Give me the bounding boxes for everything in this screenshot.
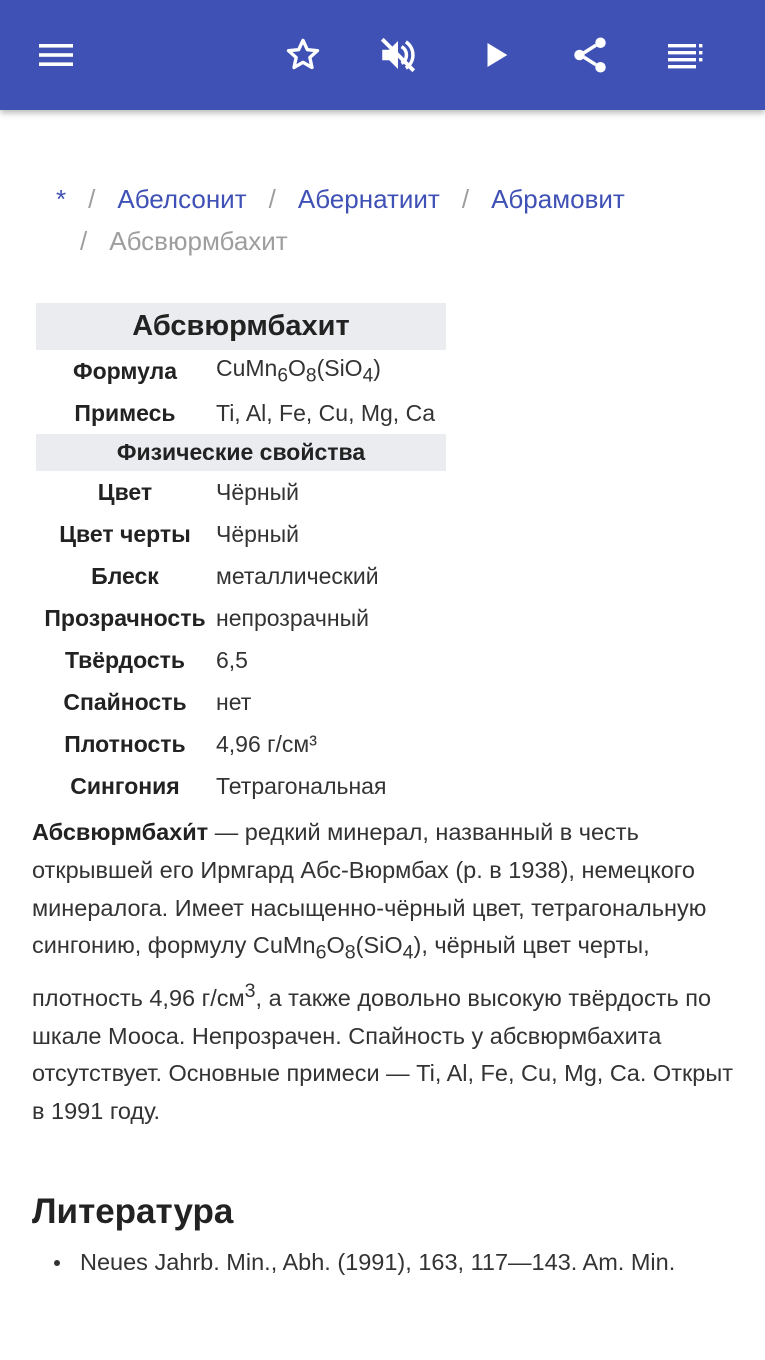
breadcrumb-item[interactable]: Абрамовит [491, 184, 625, 214]
breadcrumb-separator: / [461, 184, 470, 214]
breadcrumb-separator: / [268, 184, 276, 214]
infobox-section-title: Физические свойства [36, 434, 446, 471]
infobox-row [36, 350, 446, 392]
infobox-value: Чёрный [216, 520, 299, 547]
infobox-label: Формула [72, 357, 178, 384]
article-term: Абсвюрмбахи́т [32, 819, 209, 845]
infobox-label: Примесь [74, 399, 176, 426]
infobox-label: Спайность [63, 688, 187, 715]
infobox-row [36, 681, 446, 723]
list-item: Neues Jahrb. Min., Abh. (1991), 163, 117—143. Am. Min. [48, 1244, 675, 1280]
menu-icon[interactable] [34, 31, 78, 79]
breadcrumb-separator: / [80, 226, 88, 256]
infobox-title: Абсвюрмбахит [36, 303, 446, 350]
infobox-value: металлический [216, 562, 379, 589]
literature-heading: Литература [32, 1192, 234, 1231]
infobox-value: Тетрагональная [216, 772, 387, 799]
volume-off-icon[interactable] [376, 31, 420, 79]
breadcrumb-item[interactable]: Абернатиит [297, 184, 440, 214]
infobox-value: 6,5 [216, 646, 248, 673]
breadcrumb-item[interactable]: Абелсонит [117, 184, 247, 214]
infobox-label: Плотность [64, 730, 186, 757]
breadcrumb-root[interactable]: * [56, 184, 67, 214]
infobox-value: непрозрачный [216, 604, 369, 631]
infobox-label: Прозрачность [44, 604, 206, 631]
infobox-value: нет [216, 688, 252, 715]
star-icon[interactable] [281, 31, 325, 79]
infobox-label: Сингония [70, 772, 180, 799]
infobox-row [36, 765, 446, 807]
infobox-row [36, 723, 446, 765]
infobox-value: Чёрный [216, 478, 299, 505]
literature-list [48, 1244, 675, 1280]
breadcrumb-separator: / [88, 184, 96, 214]
infobox-value: 4,96 г/см³ [216, 730, 317, 757]
breadcrumb [56, 178, 736, 262]
share-icon[interactable] [568, 31, 612, 79]
infobox-row [36, 392, 446, 434]
breadcrumb-current: Абсвюрмбахит [109, 226, 288, 256]
infobox-label: Твёрдость [64, 646, 186, 673]
app-bar [0, 0, 765, 110]
infobox-label: Блеск [91, 562, 159, 589]
play-icon[interactable] [474, 31, 518, 79]
infobox-row [36, 597, 446, 639]
infobox-formula: $CuMn_6O_8(SiO_4)$ [216, 354, 381, 387]
infobox-row [36, 555, 446, 597]
infobox-value: Ti, Al, Fe, Cu, Mg, Ca [216, 399, 435, 426]
mineral-infobox [36, 303, 446, 807]
infobox-row [36, 471, 446, 513]
infobox-label: Цвет [97, 478, 153, 505]
article-paragraph: Абсвюрмбахи́т — редкий минерал, названный в честь открывшей его Ирмгард Абс-Вюрмбах (р. в 1938), немецкого минералога. Имеет насыщенно-чёрный цвет, тетрагональную сингонию, формулу $CuMn_6O_8(SiO_4)$, чёрный цвет черты, плотность 4,96 $г/см^3$, а также довольно высокую твёрдость по шкале Мооса. Непрозрачен. Спайность у абсвюрмбахита отсутствует. Основные примеси — Ti, Al, Fe, Cu, Mg, Ca. Открыт в 1991 году. [32, 819, 733, 1125]
playlist-icon[interactable] [664, 31, 708, 79]
infobox-row [36, 639, 446, 681]
infobox-label: Цвет черты [59, 520, 191, 547]
infobox-row [36, 513, 446, 555]
